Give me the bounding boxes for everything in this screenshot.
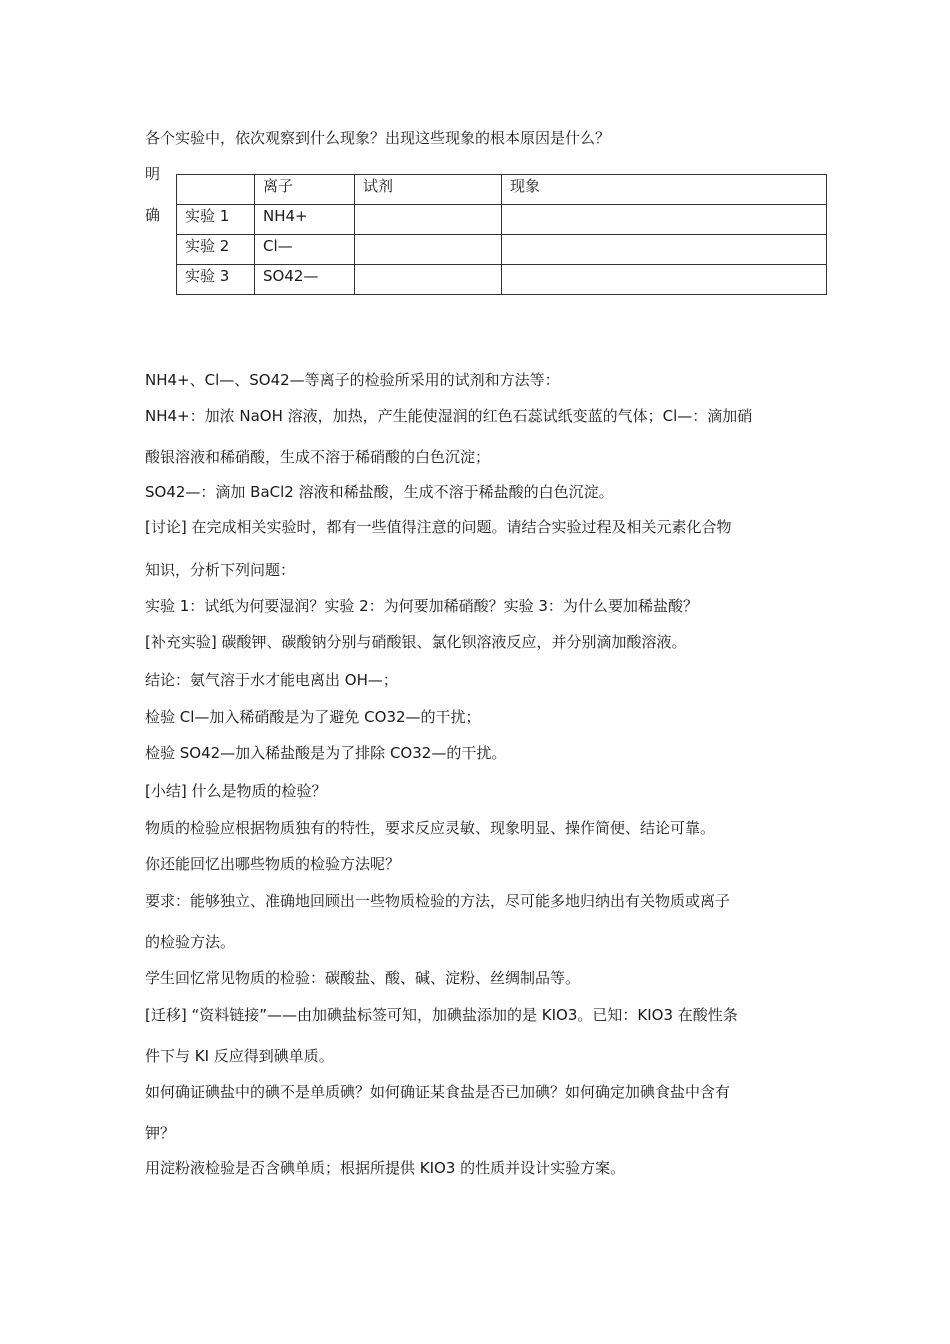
header-cell-reagent: 试剂 — [355, 175, 502, 205]
text-line: 如何确证碘盐中的碘不是单质碘？如何确证某食盐是否已加碘？如何确定加碘食盐中含有 — [145, 1083, 731, 1101]
text-line: 知识，分析下列问题： — [145, 561, 296, 579]
text-line: 结论：氨气溶于水才能电离出 OH—； — [145, 671, 398, 689]
text-line: 你还能回忆出哪些物质的检验方法呢？ — [145, 855, 401, 873]
table-cell — [502, 205, 827, 235]
table-cell — [355, 265, 502, 295]
table-cell — [355, 205, 502, 235]
table-cell: 实验 1 — [177, 205, 255, 235]
text-line: NH4+：加浓 NaOH 溶液，加热，产生能使湿润的红色石蕊试纸变蓝的气体；Cl—：滴加硝 — [145, 407, 753, 425]
text-line: [讨论] 在完成相关实验时，都有一些值得注意的问题。请结合实验过程及相关元素化合物 — [145, 518, 732, 536]
text-line: [小结] 什么是物质的检验？ — [145, 782, 327, 800]
text-line: 的检验方法。 — [145, 933, 236, 951]
text-line: [迁移] “资料链接”——由加碘盐标签可知，加碘盐添加的是 KIO3。已知：KIO3 在酸性条 — [145, 1006, 738, 1024]
text-line: 用淀粉液检验是否含碘单质；根据所提供 KIO3 的性质并设计实验方案。 — [145, 1159, 626, 1177]
table-cell — [502, 235, 827, 265]
text-line: 件下与 KI 反应得到碘单质。 — [145, 1047, 334, 1065]
text-line: 物质的检验应根据物质独有的特性，要求反应灵敏、现象明显、操作简便、结论可靠。 — [145, 819, 716, 837]
text-line: 钾？ — [145, 1124, 176, 1142]
table-row — [177, 205, 827, 235]
text-line: NH4+、Cl—、SO42—等离子的检验所采用的试剂和方法等： — [145, 371, 560, 389]
text-line: 要求：能够独立、准确地回顾出一些物质检验的方法，尽可能多地归纳出有关物质或离子 — [145, 892, 731, 910]
text-line: 实验 1：试纸为何要湿润？实验 2：为何要加稀硝酸？实验 3：为什么要加稀盐酸？ — [145, 597, 698, 615]
table-cell: NH4+ — [255, 205, 355, 235]
table-header-row — [177, 175, 827, 205]
text-line: 检验 Cl—加入稀硝酸是为了避免 CO32—的干扰； — [145, 708, 481, 726]
header-cell-phenomenon: 现象 — [502, 175, 827, 205]
table-cell — [355, 235, 502, 265]
text-line: 检验 SO42—加入稀盐酸是为了排除 CO32—的干扰。 — [145, 744, 507, 762]
header-cell — [177, 175, 255, 205]
table-cell: Cl— — [255, 235, 355, 265]
side-label-ming: 明 — [145, 165, 161, 183]
text-line: 酸银溶液和稀硝酸，生成不溶于稀硝酸的白色沉淀； — [145, 448, 491, 466]
table-cell: 实验 2 — [177, 235, 255, 265]
table-cell: 实验 3 — [177, 265, 255, 295]
table-cell: SO42— — [255, 265, 355, 295]
experiment-table — [176, 174, 827, 295]
table-cell — [502, 265, 827, 295]
text-line: SO42—：滴加 BaCl2 溶液和稀盐酸，生成不溶于稀盐酸的白色沉淀。 — [145, 483, 614, 501]
side-label-que: 确 — [145, 206, 161, 224]
intro-question: 各个实验中，依次观察到什么现象？出现这些现象的根本原因是什么？ — [145, 129, 611, 147]
text-line: 学生回忆常见物质的检验：碳酸盐、酸、碱、淀粉、丝绸制品等。 — [145, 969, 581, 987]
text-line: [补充实验] 碳酸钾、碳酸钠分别与硝酸银、氯化钡溶液反应，并分别滴加酸溶液。 — [145, 633, 687, 651]
header-cell-ion: 离子 — [255, 175, 355, 205]
table-row — [177, 265, 827, 295]
table-row — [177, 235, 827, 265]
